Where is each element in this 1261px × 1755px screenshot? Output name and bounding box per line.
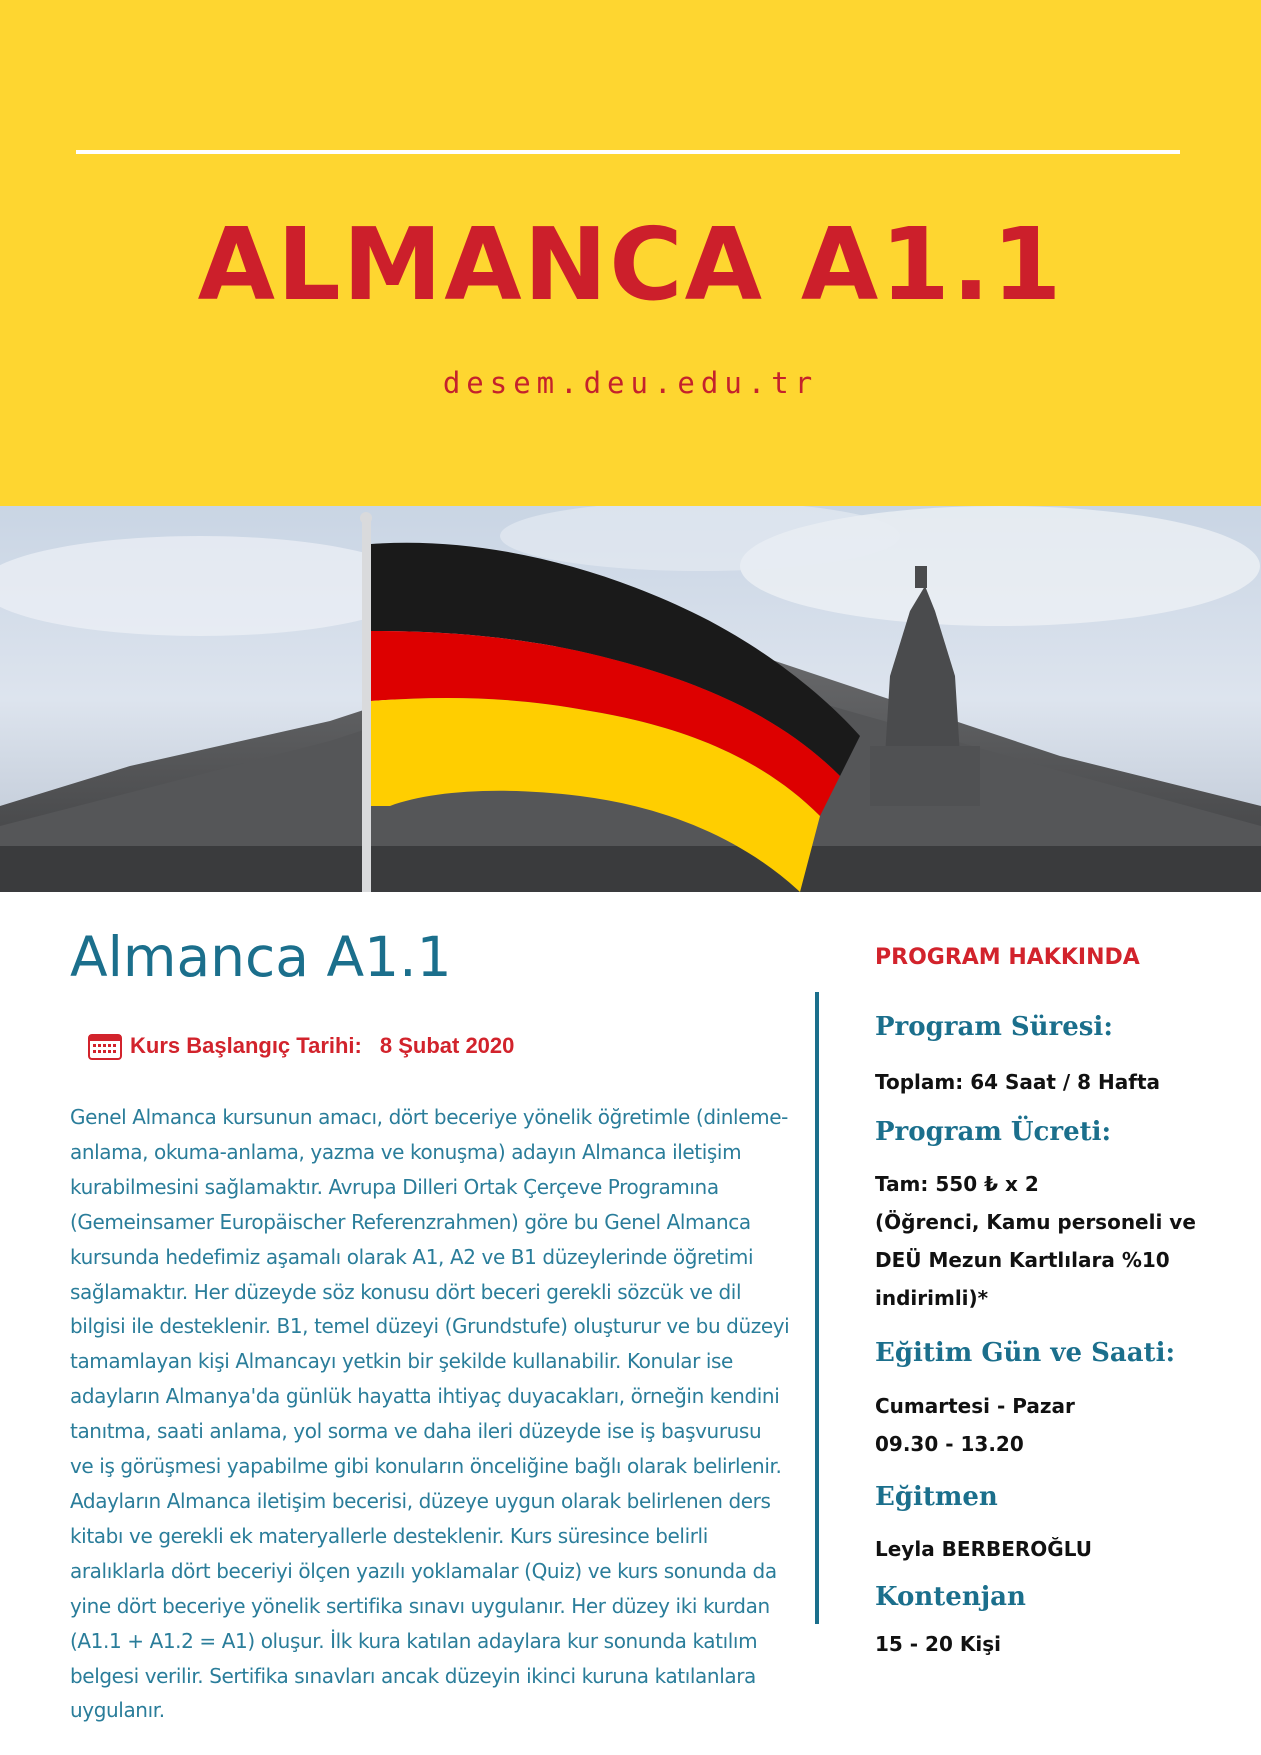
header-band xyxy=(0,0,1261,506)
calendar-icon xyxy=(88,1032,122,1060)
fee-line-2: (Öğrenci, Kamu personeli ve xyxy=(875,1210,1196,1234)
sidebar-title: PROGRAM HAKKINDA xyxy=(875,945,1140,970)
instructor-name: Leyla BERBEROĞLU xyxy=(875,1537,1092,1561)
fee-line-4: indirimli)* xyxy=(875,1286,989,1310)
start-date-row xyxy=(88,1032,514,1060)
page-title: ALMANCA A1.1 xyxy=(197,206,1064,323)
capacity-heading: Kontenjan xyxy=(875,1582,1026,1612)
header-divider xyxy=(76,150,1180,154)
course-description: Genel Almanca kursunun amacı, dört beceriye yönelik öğretimle (dinleme-anlama, okuma-anlama, yazma ve konuşma) adayın Almanca iletişim kurabilmesini sağlamaktır. Avrupa Dilleri Ortak Çerçeve Programına (Gemeinsamer Europäischer Referenzrahmen) göre bu Genel Almanca kursunda hedefimiz aşamalı olarak A1, A2 ve B1 düzeylerinde öğretimi sağlamaktır. Her düzeyde söz konusu dört beceri gerekli sözcük ve dil bilgisi ile desteklenir. B1, temel düzeyi (Grundstufe) oluşturur ve bu düzeyi tamamlayan kişi Almancayı yetkin bir şekilde kullanabilir. Konular ise adayların Almanya'da günlük hayatta ihtiyaç duyacakları, örneğin kendini tanıtma, saati anlama, yol sorma ve daha ileri düzeyde ise iş başvurusu ve iş görüşmesi yapabilme gibi konuların önceliğine bağlı olarak belirlenir. Adayların Almanca iletişim becerisi, düzeye uygun olarak belirlenen ders kitabı ve gerekli ek materyallerle desteklenir. Kurs süresince belirli aralıklarla dört beceriyi ölçen yazılı yoklamalar (Quiz) ve kurs sonunda da yine dört beceriye yönelik sertifika sınavı uygulanır. Her düzey iki kurdan (A1.1 + A1.2 = A1) oluşur. İlk kura katılan adaylara kur sonunda katılım belgesi verilir. Sertifika sınavları ancak düzeyin ikinci kuruna katılanlara uygulanır. xyxy=(70,1105,790,1723)
duration-text: Toplam: 64 Saat / 8 Hafta xyxy=(875,1070,1161,1094)
column-divider xyxy=(815,992,819,1624)
site-url: desem.deu.edu.tr xyxy=(442,366,819,400)
start-date-value: 8 Şubat 2020 xyxy=(379,1033,515,1058)
duration-heading: Program Süresi: xyxy=(875,1012,1113,1042)
hero-image xyxy=(0,506,1261,892)
instructor-heading: Eğitmen xyxy=(875,1482,998,1512)
fee-heading: Program Ücreti: xyxy=(875,1117,1112,1147)
fee-line-1: Tam: 550 ₺ x 2 xyxy=(875,1172,1039,1196)
schedule-days: Cumartesi - Pazar xyxy=(875,1394,1075,1418)
schedule-heading: Eğitim Gün ve Saati: xyxy=(875,1338,1176,1368)
course-heading: Almanca A1.1 xyxy=(70,925,452,989)
schedule-hours: 09.30 - 13.20 xyxy=(875,1432,1024,1456)
fee-line-3: DEÜ Mezun Kartlılara %10 xyxy=(875,1248,1170,1272)
start-date-label: Kurs Başlangıç Tarihi: xyxy=(130,1033,362,1058)
capacity-text: 15 - 20 Kişi xyxy=(875,1632,1001,1656)
german-flag-illustration xyxy=(0,506,1261,892)
